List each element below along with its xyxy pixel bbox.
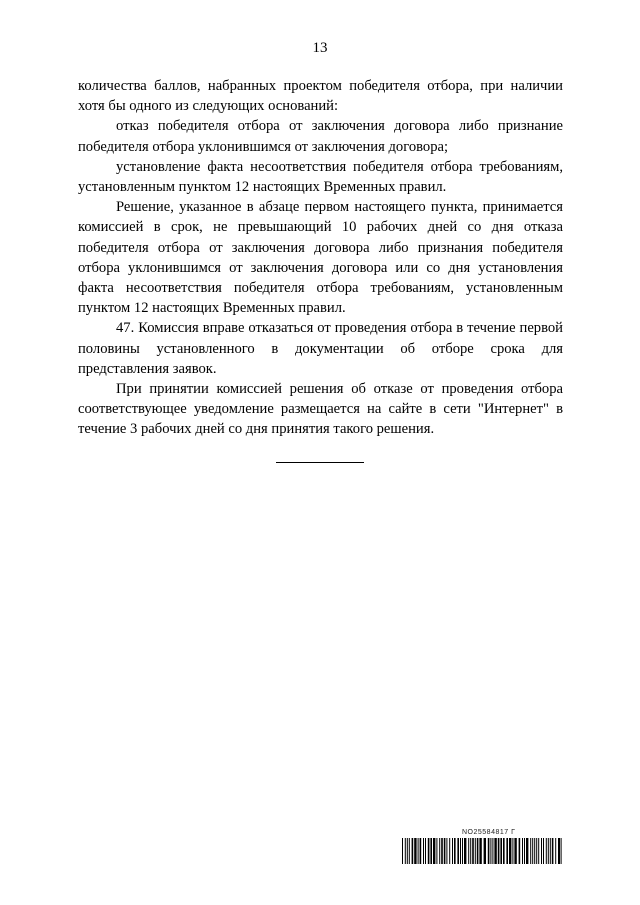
paragraph-notification: При принятии комиссией решения об отказе от проведения отбора соответствующее уведомление размещается на сайте в сети "Интернет" в течение 3 рабочих дней со дня принятия такого решения. — [78, 381, 563, 438]
paragraph-refusal-basis: отказ победителя отбора от заключения договора либо признание победителя отбора уклонившимся от заключения договора; — [78, 118, 563, 155]
page-number: 13 — [312, 40, 328, 56]
paragraph-continuation: количества баллов, набранных проектом победителя отбора, при наличии хотя бы одного из следующих оснований: — [78, 78, 563, 115]
barcode — [402, 838, 562, 864]
paragraph-item-47: 47. Комиссия вправе отказаться от проведения отбора в течение первой половины установленного в документации об отборе срока для представления заявок. — [78, 320, 563, 377]
paragraph-decision: Решение, указанное в абзаце первом настоящего пункта, принимается комиссией в срок, не превышающий 10 рабочих дней со дня отказа победителя отбора от заключения договора либо признания победителя отбора уклонившимся от заключения договора или со дня установления факта несоответствия победителя отбора требованиям, установленным пунктом 12 настоящих Временных правил. — [78, 199, 563, 317]
paragraph-noncompliance-basis: установление факта несоответствия победителя отбора требованиям, установленным пунктом 12 настоящих Временных правил. — [78, 158, 563, 196]
document-body — [78, 76, 563, 440]
end-divider — [276, 462, 364, 463]
barcode-number: NO25584817 Г — [462, 829, 516, 836]
